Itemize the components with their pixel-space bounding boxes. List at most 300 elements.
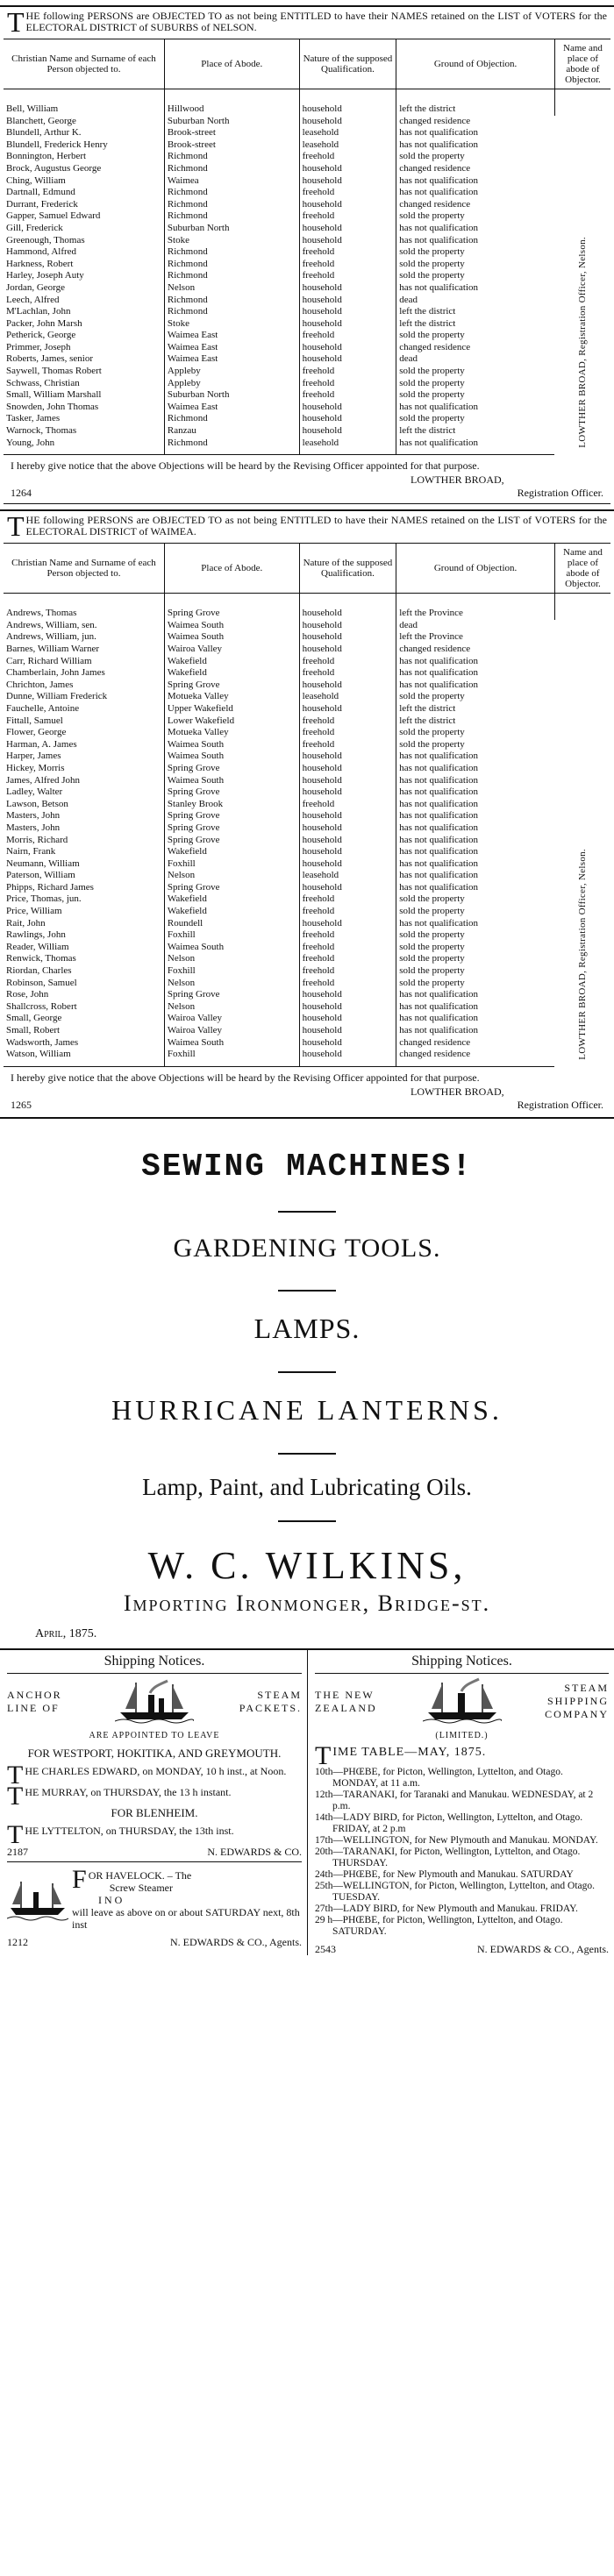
column-header-name: Christian Name and Surname of each Person objected to. [4,544,164,594]
objection-notice-nelson [0,5,614,504]
column-header-qualification: Nature of the supposed Qualification. [299,39,396,89]
timetable-heading [315,1740,609,1770]
place-of-abode: Richmond [164,210,299,223]
signature-row [4,1084,610,1112]
banner-right-text: STEAM PACKETS. [239,1688,302,1714]
voter-name: Leech, Alfred [4,295,164,307]
voter-name: Andrews, William, sen. [4,620,164,632]
table-row [4,953,610,965]
voter-name: Paterson, William [4,870,164,882]
ground-of-objection: left the district [399,702,456,714]
ground-of-objection: sold the property [399,151,465,162]
divider [278,1211,336,1213]
objection-table-body [4,89,610,455]
voter-name: Blanchett, George [4,116,164,128]
objector-cell [554,594,610,1067]
place-of-abode: Richmond [164,199,299,211]
qualification: household [299,318,396,331]
divider [278,1371,336,1373]
voter-name: Carr, Richard William [4,656,164,668]
voter-name: Price, William [4,906,164,918]
steamer-icon [7,1869,68,1931]
table-row [4,210,610,223]
voter-name: Small, George [4,1013,164,1025]
ground-of-objection: has not qualification [399,1013,479,1024]
qualification: freehold [299,965,396,978]
timetable-entry: 29 h—PHŒBE, for Picton, Wellington, Lyttelton, and Otago. SATURDAY. [315,1914,563,1937]
place-of-abode: Roundell [164,918,299,930]
ground-of-objection: sold the property [399,210,465,222]
table-row [4,739,610,751]
qualification: household [299,810,396,822]
place-of-abode: Suburban North [164,389,299,402]
timetable-entry: 10th—PHŒBE, for Picton, Wellington, Lyttelton, and Otago. MONDAY, at 11 a.m. [315,1766,563,1789]
place-of-abode: Wairoa Valley [164,1013,299,1025]
qualification: household [299,703,396,715]
notice-footer-text: I hereby give notice that the above Objections will be heard by the Revising Officer appointed for that purpose. [11,459,480,473]
signature-row [4,472,610,500]
timetable-entry: 24th—PHŒBE, for New Plymouth and Manukau. SATURDAY [315,1868,574,1880]
ground-of-objection: has not qualification [399,139,479,150]
objector-cell [554,89,610,455]
table-row [4,882,610,894]
voter-name: Watson, William [4,1049,164,1066]
table-row [4,644,610,656]
ad-merchant-business: Importing Ironmonger, Bridge-st. [123,1590,491,1616]
qualification: leasehold [299,691,396,703]
table-row [4,199,610,211]
table-row [4,282,610,295]
voter-name: Durrant, Frederick [4,199,164,211]
column-header-abode: Place of Abode. [164,544,299,594]
place-of-abode: Stoke [164,318,299,331]
voter-name: Price, Thomas, jun. [4,893,164,906]
table-row [4,631,610,644]
ground-of-objection: has not qualification [399,655,479,666]
ground-of-objection: has not qualification [399,834,479,845]
table-row [4,703,610,715]
timetable-entry: 20th—TARANAKI, for Picton, Wellington, Lyttelton, and Otago. THURSDAY. [315,1846,581,1868]
column-header-objector: Name and place of abode of Objector. [554,39,610,89]
company-limited: (LIMITED.) [435,1730,489,1740]
table-row [4,858,610,871]
place-of-abode: Wakefield [164,906,299,918]
signatory-name: LOWTHER BROAD, [411,473,504,487]
table-row [4,786,610,799]
table-row [4,235,610,247]
voter-name: Gapper, Samuel Edward [4,210,164,223]
qualification: household [299,1013,396,1025]
ground-of-objection: left the district [399,306,456,317]
column-header-objector: Name and place of abode of Objector. [554,544,610,594]
table-row [4,715,610,728]
qualification: household [299,282,396,295]
place-of-abode: Motueka Valley [164,727,299,739]
qualification: household [299,413,396,425]
havelock-line-4: will leave as above on or about SATURDAY next, 8th inst [72,1905,300,1931]
table-row [4,929,610,942]
ground-of-objection: sold the property [399,691,465,702]
ground-of-objection: has not qualification [399,1000,479,1012]
qualification: household [299,223,396,235]
ground-of-objection: has not qualification [399,679,479,690]
ground-of-objection: has not qualification [399,174,479,186]
qualification: household [299,751,396,763]
voter-name: Chrichton, James [4,680,164,692]
notice-intro-text: HE following PERSONS are OBJECTED TO as not being ENTITLED to have their NAMES retained on the LIST of VOTERS for the ELECTORAL DISTRICT of SUBURBS of NELSON. [25,10,607,33]
voter-name: Saywell, Thomas Robert [4,366,164,378]
voter-name: Wadsworth, James [4,1037,164,1050]
shipping-notices [0,1648,614,1955]
ground-of-objection: changed residence [399,115,471,126]
ad-sewing-machines: SEWING MACHINES! [141,1148,473,1185]
voter-name: Primmer, Joseph [4,342,164,354]
shipping-column-nz-steam [307,1650,614,1955]
banner-left-text: ANCHOR LINE OF [7,1688,62,1714]
qualification: freehold [299,799,396,811]
place-of-abode: Richmond [164,259,299,271]
place-of-abode: Richmond [164,187,299,199]
ground-of-objection: has not qualification [399,786,479,798]
ad-merchant-name: W. C. WILKINS, [147,1543,467,1587]
ground-of-objection: sold the property [399,246,465,258]
table-row [4,620,610,632]
table-row [4,270,610,282]
voter-name: Lawson, Betson [4,799,164,811]
qualification: household [299,342,396,354]
qualification: household [299,918,396,930]
table-row [4,89,610,116]
voter-name: Roberts, James, senior [4,353,164,366]
ground-of-objection: has not qualification [399,222,479,233]
voter-name: Rait, John [4,918,164,930]
objection-table [4,543,610,1067]
table-row [4,366,610,378]
table-row [4,942,610,954]
ground-of-objection: left the district [396,89,555,116]
agent-row [315,1943,609,1955]
place-of-abode: Waimea South [164,739,299,751]
ground-of-objection: changed residence [399,162,471,174]
ground-of-objection: sold the property [399,377,465,388]
table-row [4,163,610,175]
qualification: freehold [299,906,396,918]
havelock-notice [7,1864,302,1931]
steamship-icon [115,1677,194,1726]
table-row [4,139,610,152]
qualification: freehold [299,953,396,965]
ground-of-objection: left the district [399,317,456,329]
sailing-entry [7,1819,302,1849]
qualification: household [299,1025,396,1037]
divider [278,1290,336,1292]
place-of-abode: Foxhill [164,858,299,871]
voter-name: Greenough, Thomas [4,235,164,247]
ground-of-objection: sold the property [399,893,465,905]
table-row [4,893,610,906]
place-of-abode: Richmond [164,413,299,425]
agent-name: N. EDWARDS & CO. [207,1845,302,1858]
objection-notice-waimea [0,509,614,1112]
table-row [4,965,610,978]
divider [7,1673,302,1674]
table-row [4,1049,610,1066]
voter-name: Masters, John [4,810,164,822]
qualification: freehold [299,667,396,680]
qualification: freehold [299,246,396,259]
qualification: household [299,1037,396,1050]
drop-cap: T [7,1819,24,1849]
qualification: freehold [299,270,396,282]
qualification: freehold [299,942,396,954]
voter-name: Robinson, Samuel [4,978,164,990]
destination-heading: FOR BLENHEIM. [111,1805,198,1819]
place-of-abode: Spring Grove [164,810,299,822]
ground-of-objection: has not qualification [399,774,479,786]
qualification: leasehold [299,870,396,882]
voter-name: Fauchelle, Antoine [4,703,164,715]
timetable-entry: 12th—TARANAKI, for Taranaki and Manukau. WEDNESDAY, at 2 p.m. [315,1789,594,1811]
ground-of-objection: has not qualification [399,234,479,246]
table-row [4,846,610,858]
agent-name: N. EDWARDS & CO., Agents. [169,1935,302,1948]
ad-oils: Lamp, Paint, and Lubricating Oils. [142,1473,472,1500]
place-of-abode: Waimea [164,175,299,188]
ground-of-objection: has not qualification [399,870,479,881]
voter-name: Brock, Augustus George [4,163,164,175]
table-row [4,822,610,835]
place-of-abode: Nelson [164,282,299,295]
sailing-entry [7,1760,302,1790]
voter-name: Ching, William [4,175,164,188]
qualification: household [299,295,396,307]
place-of-abode: Waimea South [164,775,299,787]
voter-name: Flower, George [4,727,164,739]
appointed-line: ARE APPOINTED TO LEAVE [89,1730,220,1740]
place-of-abode: Wakefield [164,656,299,668]
qualification: freehold [299,656,396,668]
shipping-title: Shipping Notices. [104,1653,205,1669]
drop-cap: T [7,6,25,38]
voter-name: M'Lachlan, John [4,306,164,318]
ground-of-objection: sold the property [399,330,465,341]
place-of-abode: Foxhill [164,965,299,978]
place-of-abode: Waimea East [164,402,299,414]
qualification: household [299,1049,396,1066]
ground-of-objection: sold the property [399,941,465,952]
table-row [4,978,610,990]
qualification: household [299,846,396,858]
signature-block [411,473,603,500]
qualification: household [299,594,396,620]
ground-of-objection: left the district [399,715,456,726]
qualification: household [299,620,396,632]
voter-name: Gill, Frederick [4,223,164,235]
voter-name: Phipps, Richard James [4,882,164,894]
sailing-entry-text: HE MURRAY, on THURSDAY, the 13 h instant. [25,1785,232,1798]
column-header-ground: Ground of Objection. [396,39,555,89]
qualification: freehold [299,893,396,906]
place-of-abode: Hillwood [164,89,299,116]
place-of-abode: Stoke [164,235,299,247]
havelock-line-2: Screw Steamer [109,1881,173,1894]
qualification: leasehold [299,127,396,139]
ground-of-objection: sold the property [399,270,465,281]
signature-block [411,1085,603,1112]
qualification: freehold [299,210,396,223]
table-row [4,116,610,128]
table-row [4,691,610,703]
ground-of-objection: sold the property [399,389,465,401]
place-of-abode: Spring Grove [164,835,299,847]
ground-of-objection: has not qualification [399,822,479,833]
timetable-list [315,1767,609,1938]
table-row [4,727,610,739]
ground-of-objection: sold the property [399,258,465,269]
divider [278,1453,336,1455]
ground-of-objection: has not qualification [399,762,479,773]
ad-date: April, 1875. [35,1626,97,1640]
voter-name: Rose, John [4,989,164,1001]
ad-lamps: LAMPS. [253,1312,361,1344]
ground-of-objection: left the Province [396,594,555,620]
ground-of-objection: changed residence [399,1036,471,1048]
voter-name: Reader, William [4,942,164,954]
ground-of-objection: sold the property [399,977,465,988]
ground-of-objection: sold the property [399,929,465,941]
place-of-abode: Brook-street [164,127,299,139]
qualification: household [299,306,396,318]
place-of-abode: Spring Grove [164,763,299,775]
qualification: freehold [299,715,396,728]
place-of-abode: Wakefield [164,893,299,906]
voter-name: Riordan, Charles [4,965,164,978]
ground-of-objection: has not qualification [396,438,555,455]
ground-of-objection: sold the property [399,366,465,377]
qualification: household [299,199,396,211]
divider [4,503,610,504]
voter-name: Small, Robert [4,1025,164,1037]
havelock-vessel: I N O [98,1893,123,1906]
place-of-abode: Richmond [164,163,299,175]
drop-cap: T [315,1740,332,1770]
voter-name: James, Alfred John [4,775,164,787]
notice-header [4,510,610,543]
place-of-abode: Appleby [164,378,299,390]
place-of-abode: Richmond [164,270,299,282]
qualification: household [299,235,396,247]
table-row [4,187,610,199]
place-of-abode: Spring Grove [164,989,299,1001]
qualification: household [299,882,396,894]
voter-name: Small, William Marshall [4,389,164,402]
drop-cap: T [7,1781,24,1811]
timetable-entry: 27th—LADY BIRD, for New Plymouth and Manukau. FRIDAY. [315,1903,578,1914]
signatory-name: LOWTHER BROAD, [411,1085,504,1098]
place-of-abode: Foxhill [164,929,299,942]
ground-of-objection: sold the property [399,738,465,750]
ground-of-objection: sold the property [399,965,465,977]
ground-of-objection: sold the property [399,953,465,964]
place-of-abode: Brook-street [164,139,299,152]
voter-name: Harman, A. James [4,739,164,751]
ground-of-objection: has not qualification [399,989,479,1000]
place-of-abode: Nelson [164,1001,299,1014]
notice-reference-number: 2543 [315,1942,336,1955]
table-row [4,989,610,1001]
voter-name: Warnock, Thomas [4,425,164,438]
table-row [4,259,610,271]
column-header-abode: Place of Abode. [164,39,299,89]
table-row [4,1037,610,1050]
table-row [4,175,610,188]
qualification: household [299,402,396,414]
qualification: freehold [299,739,396,751]
ground-of-objection: has not qualification [399,187,479,198]
place-of-abode: Waimea East [164,330,299,342]
voter-name: Jordan, George [4,282,164,295]
qualification: leasehold [299,438,396,455]
objector-name: LOWTHER BROAD, Registration Officer, Nelson. [576,848,588,1060]
table-row [4,353,610,366]
ground-of-objection: has not qualification [399,667,479,679]
ground-of-objection: changed residence [399,198,471,210]
table-row [4,223,610,235]
table-row [4,389,610,402]
ground-of-objection: has not qualification [399,281,479,293]
place-of-abode: Lower Wakefield [164,715,299,728]
qualification: household [299,353,396,366]
table-row [4,810,610,822]
qualification: freehold [299,330,396,342]
sailing-entry [7,1781,302,1811]
column-header-ground: Ground of Objection. [396,544,555,594]
table-row [4,413,610,425]
ground-of-objection: has not qualification [399,127,479,139]
qualification: household [299,89,396,116]
voter-name: Rawlings, John [4,929,164,942]
ad-gardening-tools: GARDENING TOOLS. [173,1233,441,1263]
voter-name: Andrews, William, jun. [4,631,164,644]
qualification: household [299,116,396,128]
voter-name: Renwick, Thomas [4,953,164,965]
nz-steam-banner [315,1677,609,1726]
column-header-qualification: Nature of the supposed Qualification. [299,544,396,594]
table-row [4,799,610,811]
drop-cap: T [7,1760,24,1790]
drop-cap: T [7,510,25,543]
table-row [4,1025,610,1037]
ground-of-objection: dead [399,353,418,365]
voter-name: Neumann, William [4,858,164,871]
voter-name: Bell, William [4,89,164,116]
ground-of-objection: sold the property [399,727,465,738]
table-row [4,318,610,331]
place-of-abode: Waimea East [164,353,299,366]
qualification: household [299,163,396,175]
qualification: freehold [299,978,396,990]
table-row [4,425,610,438]
place-of-abode: Stanley Brook [164,799,299,811]
place-of-abode: Waimea South [164,631,299,644]
place-of-abode: Waimea South [164,1037,299,1050]
wilkins-advertisement [0,1119,614,1641]
ground-of-objection: has not qualification [399,881,479,893]
banner-right-text: STEAM SHIPPING COMPANY [545,1682,609,1721]
qualification: household [299,631,396,644]
place-of-abode: Wakefield [164,667,299,680]
signatory-title: Registration Officer. [517,1098,603,1111]
